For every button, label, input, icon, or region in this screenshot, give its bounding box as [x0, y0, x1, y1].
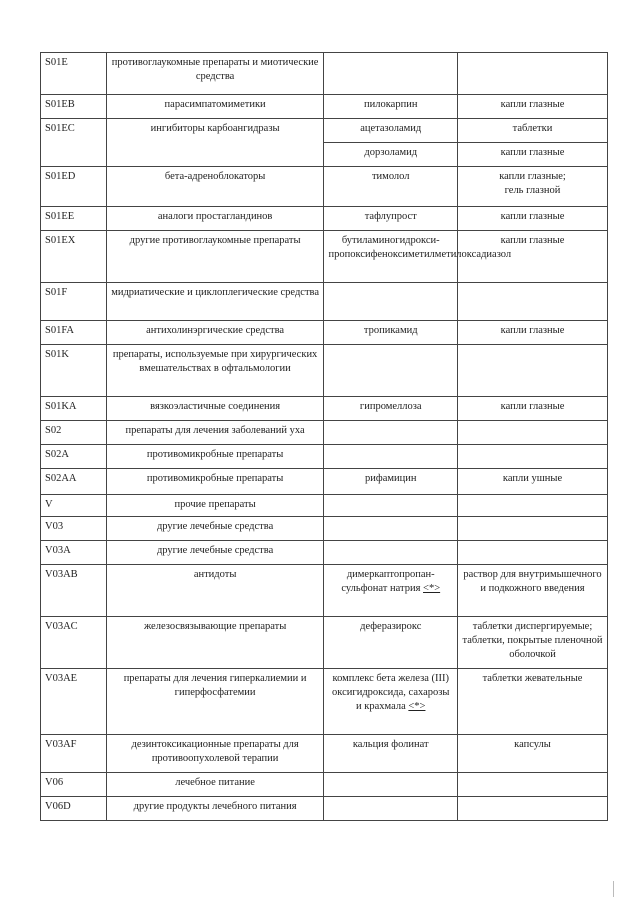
active-substance-cell: [324, 495, 458, 517]
dosage-form-cell: [458, 53, 608, 95]
active-substance-cell: пилокарпин: [324, 95, 458, 119]
table-row: [41, 397, 608, 421]
atc-code-cell: V03AC: [41, 617, 107, 669]
atc-code-cell: S01EB: [41, 95, 107, 119]
active-substance-cell: [324, 283, 458, 321]
active-substance-cell: [324, 565, 458, 617]
atc-code-cell: S02: [41, 421, 107, 445]
pharmacological-group-cell: прочие препараты: [106, 495, 324, 517]
dosage-form-cell: [458, 445, 608, 469]
table-row: [41, 669, 608, 735]
atc-code-cell: V03AE: [41, 669, 107, 735]
pharmacological-group-cell: другие лечебные средства: [106, 517, 324, 541]
table-row: [41, 283, 608, 321]
active-substance-cell: тимолол: [324, 167, 458, 207]
atc-code-cell: V03A: [41, 541, 107, 565]
dosage-form-cell: капсулы: [458, 735, 608, 773]
table-row: [41, 167, 608, 207]
table-row: [41, 119, 608, 143]
atc-code-cell: S01EX: [41, 231, 107, 283]
dosage-form-cell: капли глазные: [458, 143, 608, 167]
table-row: [41, 517, 608, 541]
table-row: [41, 565, 608, 617]
atc-code-cell: S01EE: [41, 207, 107, 231]
atc-code-cell: V03: [41, 517, 107, 541]
atc-code-cell: V: [41, 495, 107, 517]
dosage-form-cell: [458, 495, 608, 517]
dosage-form-cell: [458, 283, 608, 321]
pharmacological-group-cell: другие противоглаукомные препараты: [106, 231, 324, 283]
pharmacological-group-cell: противомикробные препараты: [106, 445, 324, 469]
pharmacological-group-cell: железосвязывающие препараты: [106, 617, 324, 669]
table-row: [41, 617, 608, 669]
table-row: [41, 469, 608, 495]
table-row: [41, 53, 608, 95]
table-row: [41, 207, 608, 231]
substance-name: димеркаптопропан-сульфонат натрия: [341, 569, 435, 595]
pharmacological-group-cell: дезинтоксикационные препараты для противоопухолевой терапии: [106, 735, 324, 773]
table-row: [41, 735, 608, 773]
active-substance-cell: [324, 445, 458, 469]
pharmacological-group-cell: ингибиторы карбоангидразы: [106, 119, 324, 167]
pharmacological-group-cell: препараты для лечения заболеваний уха: [106, 421, 324, 445]
atc-code-cell: S01KA: [41, 397, 107, 421]
atc-code-cell: S01FA: [41, 321, 107, 345]
atc-code-cell: V06: [41, 773, 107, 797]
active-substance-cell: дорзоламид: [324, 143, 458, 167]
dosage-form-cell: [458, 345, 608, 397]
active-substance-cell: гипромеллоза: [324, 397, 458, 421]
dosage-form-cell: капли ушные: [458, 469, 608, 495]
table-row: [41, 345, 608, 397]
dosage-form-cell: капли глазные: [458, 207, 608, 231]
atc-code-cell: V03AB: [41, 565, 107, 617]
pharmacological-group-cell: парасимпатомиметики: [106, 95, 324, 119]
pharmacological-group-cell: аналоги простагландинов: [106, 207, 324, 231]
active-substance-cell: [324, 421, 458, 445]
table-row: [41, 773, 608, 797]
table-row: [41, 231, 608, 283]
dosage-form-cell: [458, 797, 608, 821]
atc-code-cell: S01K: [41, 345, 107, 397]
atc-code-cell: S02AA: [41, 469, 107, 495]
table-row: [41, 321, 608, 345]
pharmacological-group-cell: антидоты: [106, 565, 324, 617]
active-substance-cell: кальция фолинат: [324, 735, 458, 773]
pharmacological-group-cell: мидриатические и циклоплегические средства: [106, 283, 324, 321]
substance-name: комплекс бета железа (III) оксигидроксида, сахарозы и крахмала: [332, 673, 450, 713]
pharmacological-group-cell: противоглаукомные препараты и миотические средства: [106, 53, 324, 95]
active-substance-cell: рифамицин: [324, 469, 458, 495]
pharmacological-group-cell: другие лечебные средства: [106, 541, 324, 565]
active-substance-cell: тропикамид: [324, 321, 458, 345]
active-substance-cell: [324, 345, 458, 397]
pharmacological-group-cell: антихолинэргические средства: [106, 321, 324, 345]
active-substance-cell: [324, 773, 458, 797]
atc-code-cell: V03AF: [41, 735, 107, 773]
dosage-form-cell: таблетки жевательные: [458, 669, 608, 735]
atc-code-cell: V06D: [41, 797, 107, 821]
table-row: [41, 445, 608, 469]
scan-edge-mark: [613, 881, 626, 897]
dosage-form-cell: [458, 517, 608, 541]
dosage-form-cell: капли глазные: [458, 95, 608, 119]
active-substance-cell: [324, 517, 458, 541]
pharmacological-group-cell: другие продукты лечебного питания: [106, 797, 324, 821]
pharmacological-group-cell: препараты для лечения гиперкалиемии и гиперфосфатемии: [106, 669, 324, 735]
atc-code-cell: S01ED: [41, 167, 107, 207]
pharmacological-group-cell: противомикробные препараты: [106, 469, 324, 495]
active-substance-cell: [324, 669, 458, 735]
dosage-form-cell: таблетки: [458, 119, 608, 143]
atc-code-cell: S01E: [41, 53, 107, 95]
dosage-form-cell: [458, 421, 608, 445]
table-row: [41, 495, 608, 517]
pharmacological-group-cell: бета-адреноблокаторы: [106, 167, 324, 207]
dosage-form-cell: капли глазные: [458, 397, 608, 421]
atc-code-cell: S01F: [41, 283, 107, 321]
active-substance-cell: ацетазоламид: [324, 119, 458, 143]
pharmacological-group-cell: вязкоэластичные соединения: [106, 397, 324, 421]
dosage-form-cell: капли глазные; гель глазной: [458, 167, 608, 207]
atc-code-cell: S01EC: [41, 119, 107, 167]
active-substance-cell: [324, 541, 458, 565]
active-substance-cell: [324, 797, 458, 821]
dosage-form-cell: таблетки диспергируемые; таблетки, покрытые пленочной оболочкой: [458, 617, 608, 669]
pharmacological-group-cell: препараты, используемые при хирургических вмешательствах в офтальмологии: [106, 345, 324, 397]
table-row: [41, 421, 608, 445]
dosage-form-cell: раствор для внутримышечного и подкожного введения: [458, 565, 608, 617]
dosage-form-cell: капли глазные: [458, 231, 608, 283]
table-row: [41, 541, 608, 565]
dosage-form-cell: [458, 541, 608, 565]
active-substance-cell: бутиламиногидрокси-пропоксифеноксиметилметилоксадиазол: [324, 231, 458, 283]
dosage-form-cell: [458, 773, 608, 797]
table-row: [41, 797, 608, 821]
dosage-form-cell: капли глазные: [458, 321, 608, 345]
active-substance-cell: деферазирокс: [324, 617, 458, 669]
active-substance-cell: тафлупрост: [324, 207, 458, 231]
table-row: [41, 95, 608, 119]
active-substance-cell: [324, 53, 458, 95]
pharmacological-group-cell: лечебное питание: [106, 773, 324, 797]
drug-classification-table: [40, 52, 608, 821]
footnote-mark[interactable]: <*>: [423, 583, 441, 595]
footnote-mark[interactable]: <*>: [408, 701, 426, 713]
atc-code-cell: S02A: [41, 445, 107, 469]
